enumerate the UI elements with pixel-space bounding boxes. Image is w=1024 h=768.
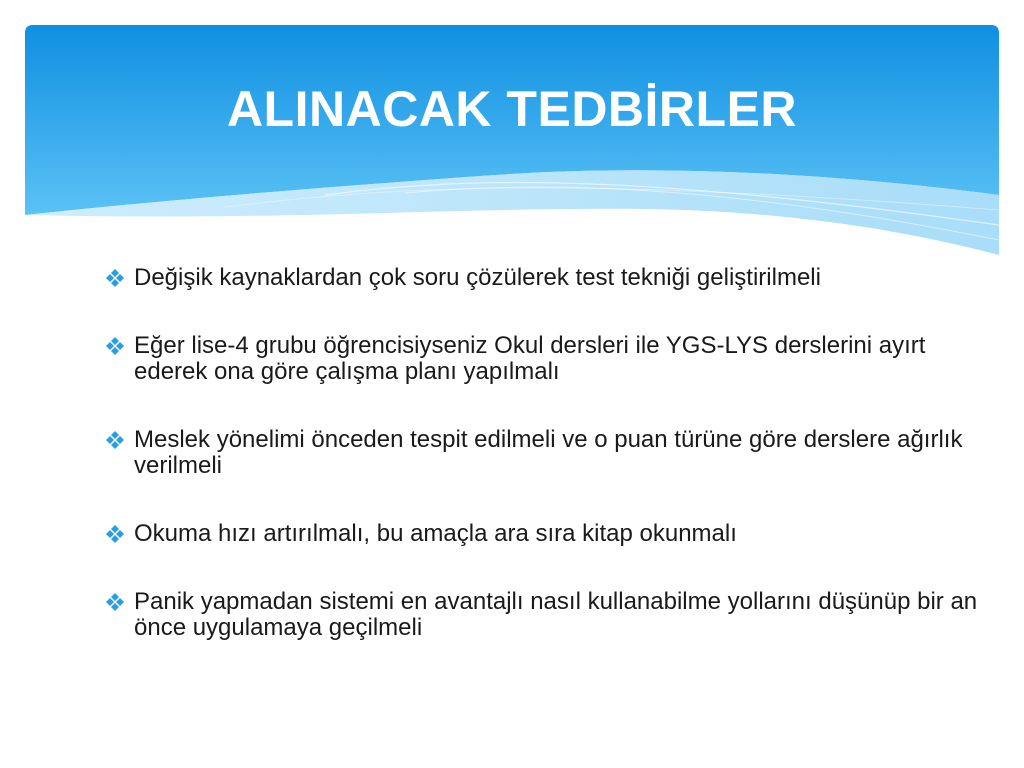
bullet-text: Meslek yönelimi önceden tespit edilmeli ve o puan türüne göre derslere ağırlık verilmeli [134, 426, 963, 479]
header-wave-graphic [25, 25, 999, 255]
diamond-bullet-icon [104, 267, 126, 289]
list-item [104, 333, 984, 385]
bullet-text: Panik yapmadan sistemi en avantajlı nasıl kullanabilme yollarını düşünüp bir an önce uygulamaya geçilmeli [134, 588, 978, 641]
diamond-bullet-icon [104, 591, 126, 613]
slide-title: ALINACAK TEDBİRLER [226, 81, 798, 137]
bullet-text: Okuma hızı artırılmalı, bu amaçla ara sıra kitap okunmalı [134, 520, 737, 547]
bullet-text: Değişik kaynaklardan çok soru çözülerek test tekniği geliştirilmeli [134, 264, 821, 291]
header-banner [25, 25, 999, 255]
list-item [104, 589, 984, 641]
diamond-bullet-icon [104, 429, 126, 451]
list-item [104, 427, 984, 479]
list-item [104, 265, 984, 291]
diamond-bullet-icon [104, 523, 126, 545]
diamond-bullet-icon [104, 335, 126, 357]
bullet-text: Eğer lise-4 grubu öğrencisiyseniz Okul dersleri ile YGS-LYS derslerini ayırt ederek ona göre çalışma planı yapılmalı [134, 332, 926, 385]
list-item [104, 521, 984, 547]
bullet-list [104, 265, 984, 683]
